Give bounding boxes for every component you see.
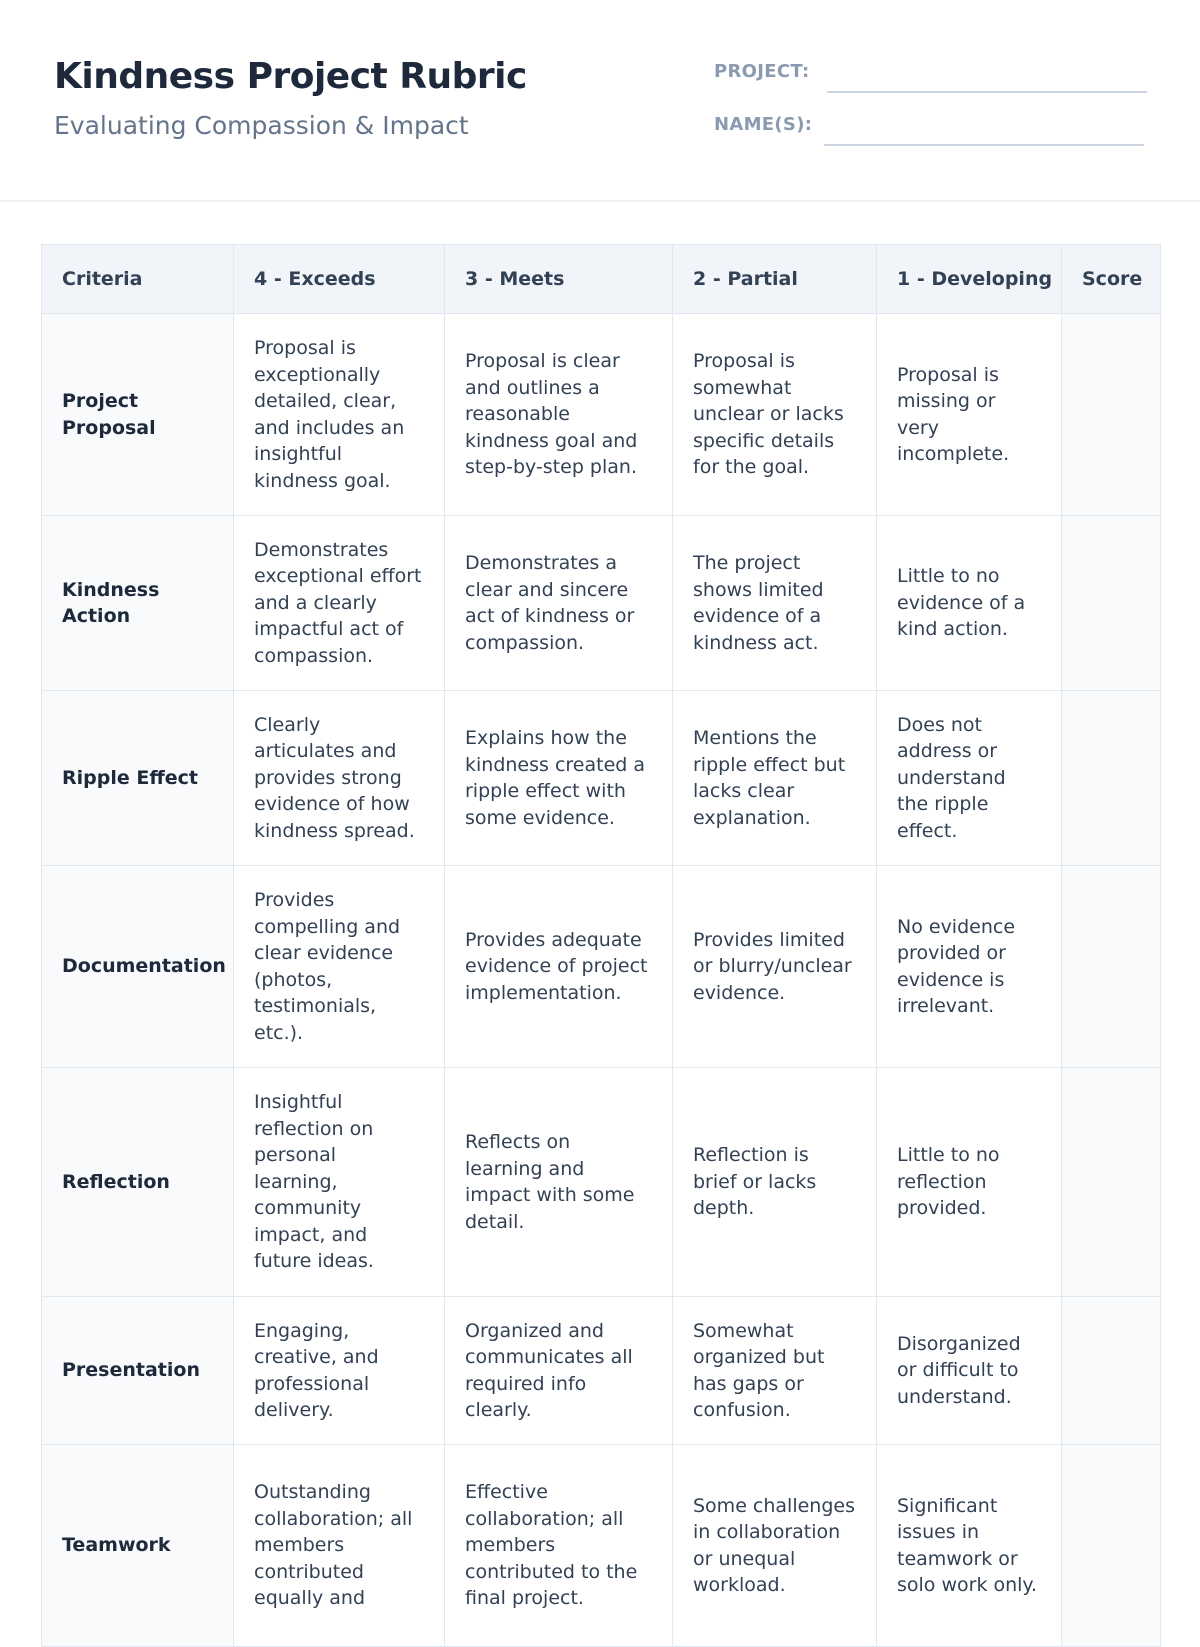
table-row xyxy=(42,691,1161,866)
criteria-cell: Project Proposal xyxy=(42,314,234,516)
column-header-partial: 2 - Partial xyxy=(673,245,877,314)
partial-cell: The project shows limited evidence of a kindness act. xyxy=(673,516,877,691)
rubric-header xyxy=(0,0,1200,202)
meets-cell: Proposal is clear and outlines a reasonable kindness goal and step-by-step plan. xyxy=(445,314,673,516)
score-cell[interactable] xyxy=(1062,866,1161,1068)
score-cell[interactable] xyxy=(1062,691,1161,866)
meets-cell: Effective collaboration; all members contributed to the final project. xyxy=(445,1445,673,1647)
criteria-cell: Presentation xyxy=(42,1297,234,1445)
table-row xyxy=(42,866,1161,1068)
names-label: NAME(S): xyxy=(714,114,813,135)
page-title: Kindness Project Rubric xyxy=(54,56,527,97)
meets-cell: Provides adequate evidence of project implementation. xyxy=(445,866,673,1068)
table-row xyxy=(42,516,1161,691)
developing-cell: Does not address or understand the ripple effect. xyxy=(877,691,1062,866)
table-row xyxy=(42,314,1161,516)
score-cell[interactable] xyxy=(1062,1068,1161,1297)
column-header-exceeds: 4 - Exceeds xyxy=(234,245,445,314)
table-row xyxy=(42,1297,1161,1445)
criteria-cell: Teamwork xyxy=(42,1445,234,1647)
developing-cell: Little to no evidence of a kind action. xyxy=(877,516,1062,691)
developing-cell: Disorganized or difficult to understand. xyxy=(877,1297,1062,1445)
criteria-cell: Reflection xyxy=(42,1068,234,1297)
exceeds-cell: Demonstrates exceptional effort and a clearly impactful act of compassion. xyxy=(234,516,445,691)
rubric-table xyxy=(41,244,1161,1647)
partial-cell: Provides limited or blurry/unclear evidence. xyxy=(673,866,877,1068)
rubric-table-body xyxy=(42,314,1161,1647)
column-header-meets: 3 - Meets xyxy=(445,245,673,314)
partial-cell: Proposal is somewhat unclear or lacks specific details for the goal. xyxy=(673,314,877,516)
meets-cell: Demonstrates a clear and sincere act of kindness or compassion. xyxy=(445,516,673,691)
exceeds-cell: Clearly articulates and provides strong evidence of how kindness spread. xyxy=(234,691,445,866)
developing-cell: Little to no reflection provided. xyxy=(877,1068,1062,1297)
header-row xyxy=(42,245,1161,314)
developing-cell: Proposal is missing or very incomplete. xyxy=(877,314,1062,516)
names-field[interactable] xyxy=(824,144,1144,146)
table-row xyxy=(42,1068,1161,1297)
column-header-developing: 1 - Developing xyxy=(877,245,1062,314)
partial-cell: Reflection is brief or lacks depth. xyxy=(673,1068,877,1297)
meets-cell: Reflects on learning and impact with some detail. xyxy=(445,1068,673,1297)
exceeds-cell: Provides compelling and clear evidence (photos, testimonials, etc.). xyxy=(234,866,445,1068)
partial-cell: Somewhat organized but has gaps or confusion. xyxy=(673,1297,877,1445)
meets-cell: Organized and communicates all required info clearly. xyxy=(445,1297,673,1445)
partial-cell: Mentions the ripple effect but lacks clear explanation. xyxy=(673,691,877,866)
exceeds-cell: Outstanding collaboration; all members contributed equally and xyxy=(234,1445,445,1647)
project-field[interactable] xyxy=(827,91,1147,93)
score-cell[interactable] xyxy=(1062,1297,1161,1445)
score-cell[interactable] xyxy=(1062,314,1161,516)
table-row xyxy=(42,1445,1161,1647)
exceeds-cell: Proposal is exceptionally detailed, clear, and includes an insightful kindness goal. xyxy=(234,314,445,516)
partial-cell: Some challenges in collaboration or unequal workload. xyxy=(673,1445,877,1647)
project-label: PROJECT: xyxy=(714,61,810,82)
exceeds-cell: Insightful reflection on personal learning, community impact, and future ideas. xyxy=(234,1068,445,1297)
column-header-score: Score xyxy=(1062,245,1161,314)
column-header-criteria: Criteria xyxy=(42,245,234,314)
rubric-table-head xyxy=(42,245,1161,314)
criteria-cell: Kindness Action xyxy=(42,516,234,691)
exceeds-cell: Engaging, creative, and professional delivery. xyxy=(234,1297,445,1445)
page-subtitle: Evaluating Compassion & Impact xyxy=(54,111,469,140)
score-cell[interactable] xyxy=(1062,1445,1161,1647)
score-cell[interactable] xyxy=(1062,516,1161,691)
criteria-cell: Ripple Effect xyxy=(42,691,234,866)
developing-cell: No evidence provided or evidence is irrelevant. xyxy=(877,866,1062,1068)
meets-cell: Explains how the kindness created a ripple effect with some evidence. xyxy=(445,691,673,866)
criteria-cell: Documentation xyxy=(42,866,234,1068)
developing-cell: Significant issues in teamwork or solo work only. xyxy=(877,1445,1062,1647)
